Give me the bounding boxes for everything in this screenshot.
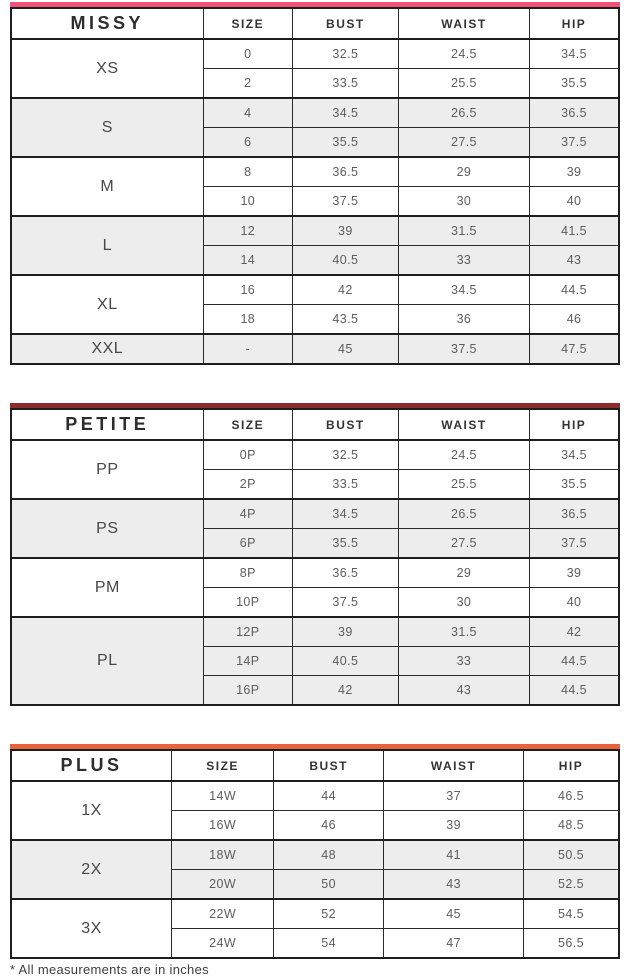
- bust-cell: 40.5: [293, 647, 399, 676]
- bust-cell: 43.5: [293, 305, 399, 335]
- size-cell: 10: [203, 187, 292, 217]
- waist-cell: 29: [398, 157, 529, 187]
- size-cell: -: [203, 334, 292, 364]
- waist-cell: 36: [398, 305, 529, 335]
- size-cell: 6P: [203, 529, 292, 559]
- group-label-l: L: [11, 216, 203, 275]
- group-label-ps: PS: [11, 499, 203, 558]
- size-cell: 14: [203, 246, 292, 276]
- bust-cell: 39: [293, 216, 399, 246]
- size-cell: 4P: [203, 499, 292, 529]
- bust-cell: 36.5: [293, 157, 399, 187]
- waist-cell: 37: [384, 781, 524, 811]
- hip-cell: 40: [530, 187, 619, 217]
- waist-cell: 27.5: [398, 529, 529, 559]
- hip-cell: 44.5: [530, 275, 619, 305]
- size-cell: 12P: [203, 617, 292, 647]
- column-header-size: SIZE: [203, 409, 292, 440]
- table-row: [11, 216, 619, 246]
- waist-cell: 37.5: [398, 334, 529, 364]
- size-cell: 14P: [203, 647, 292, 676]
- bust-cell: 48: [274, 840, 384, 870]
- hip-cell: 41.5: [530, 216, 619, 246]
- header-row: [11, 409, 619, 440]
- hip-cell: 46: [530, 305, 619, 335]
- waist-cell: 29: [398, 558, 529, 588]
- table-row: [11, 781, 619, 811]
- bust-cell: 37.5: [293, 187, 399, 217]
- size-cell: 24W: [172, 929, 274, 959]
- bust-cell: 35.5: [293, 529, 399, 559]
- waist-cell: 25.5: [398, 69, 529, 99]
- group-label-2x: 2X: [11, 840, 172, 899]
- size-cell: 2: [203, 69, 292, 99]
- size-cell: 20W: [172, 870, 274, 900]
- bust-cell: 40.5: [293, 246, 399, 276]
- hip-cell: 37.5: [530, 529, 619, 559]
- bust-cell: 44: [274, 781, 384, 811]
- group-label-pm: PM: [11, 558, 203, 617]
- waist-cell: 43: [384, 870, 524, 900]
- group-label-xxl: XXL: [11, 334, 203, 364]
- size-cell: 14W: [172, 781, 274, 811]
- hip-cell: 40: [530, 588, 619, 618]
- header-row: [11, 750, 619, 781]
- bust-cell: 34.5: [293, 98, 399, 128]
- size-cell: 4: [203, 98, 292, 128]
- table-title-missy: MISSY: [11, 8, 203, 39]
- size-cell: 18: [203, 305, 292, 335]
- size-table-missy: [10, 7, 620, 365]
- waist-cell: 34.5: [398, 275, 529, 305]
- hip-cell: 50.5: [524, 840, 619, 870]
- bust-cell: 33.5: [293, 69, 399, 99]
- waist-cell: 24.5: [398, 440, 529, 470]
- size-table-plus: [10, 749, 620, 959]
- size-cell: 16P: [203, 676, 292, 706]
- size-cell: 8: [203, 157, 292, 187]
- table-row: [11, 334, 619, 364]
- bust-cell: 50: [274, 870, 384, 900]
- group-label-xs: XS: [11, 39, 203, 98]
- size-cell: 2P: [203, 470, 292, 500]
- waist-cell: 31.5: [398, 617, 529, 647]
- size-table-section-petite: [10, 403, 620, 706]
- bust-cell: 32.5: [293, 39, 399, 69]
- waist-cell: 41: [384, 840, 524, 870]
- waist-cell: 26.5: [398, 98, 529, 128]
- size-cell: 22W: [172, 899, 274, 929]
- bust-cell: 54: [274, 929, 384, 959]
- bust-cell: 36.5: [293, 558, 399, 588]
- column-header-bust: BUST: [274, 750, 384, 781]
- column-header-size: SIZE: [172, 750, 274, 781]
- size-table-section-missy: [10, 2, 620, 365]
- hip-cell: 44.5: [530, 647, 619, 676]
- column-header-bust: BUST: [293, 8, 399, 39]
- waist-cell: 33: [398, 647, 529, 676]
- waist-cell: 25.5: [398, 470, 529, 500]
- group-label-s: S: [11, 98, 203, 157]
- table-row: [11, 39, 619, 69]
- size-cell: 18W: [172, 840, 274, 870]
- group-label-pp: PP: [11, 440, 203, 499]
- bust-cell: 45: [293, 334, 399, 364]
- waist-cell: 31.5: [398, 216, 529, 246]
- hip-cell: 56.5: [524, 929, 619, 959]
- bust-cell: 52: [274, 899, 384, 929]
- hip-cell: 36.5: [530, 499, 619, 529]
- size-cell: 16: [203, 275, 292, 305]
- size-cell: 0: [203, 39, 292, 69]
- hip-cell: 47.5: [530, 334, 619, 364]
- table-title-petite: PETITE: [11, 409, 203, 440]
- waist-cell: 39: [384, 811, 524, 841]
- size-table-section-plus: [10, 744, 620, 959]
- hip-cell: 35.5: [530, 470, 619, 500]
- column-header-hip: HIP: [530, 409, 619, 440]
- group-label-1x: 1X: [11, 781, 172, 840]
- bust-cell: 34.5: [293, 499, 399, 529]
- table-row: [11, 617, 619, 647]
- hip-cell: 34.5: [530, 39, 619, 69]
- group-label-m: M: [11, 157, 203, 216]
- waist-cell: 33: [398, 246, 529, 276]
- table-title-plus: PLUS: [11, 750, 172, 781]
- bust-cell: 37.5: [293, 588, 399, 618]
- table-row: [11, 558, 619, 588]
- footnote: * All measurements are in inches: [10, 962, 209, 977]
- bust-cell: 46: [274, 811, 384, 841]
- size-table-petite: [10, 408, 620, 706]
- column-header-bust: BUST: [293, 409, 399, 440]
- hip-cell: 52.5: [524, 870, 619, 900]
- bust-cell: 39: [293, 617, 399, 647]
- waist-cell: 43: [398, 676, 529, 706]
- table-row: [11, 499, 619, 529]
- hip-cell: 34.5: [530, 440, 619, 470]
- waist-cell: 47: [384, 929, 524, 959]
- group-label-pl: PL: [11, 617, 203, 705]
- column-header-waist: WAIST: [384, 750, 524, 781]
- waist-cell: 30: [398, 588, 529, 618]
- size-cell: 6: [203, 128, 292, 158]
- waist-cell: 30: [398, 187, 529, 217]
- size-cell: 8P: [203, 558, 292, 588]
- table-row: [11, 98, 619, 128]
- size-tables-container: [10, 2, 620, 959]
- hip-cell: 42: [530, 617, 619, 647]
- bust-cell: 42: [293, 275, 399, 305]
- hip-cell: 43: [530, 246, 619, 276]
- table-row: [11, 275, 619, 305]
- hip-cell: 35.5: [530, 69, 619, 99]
- hip-cell: 44.5: [530, 676, 619, 706]
- bust-cell: 33.5: [293, 470, 399, 500]
- hip-cell: 37.5: [530, 128, 619, 158]
- column-header-waist: WAIST: [398, 8, 529, 39]
- table-row: [11, 440, 619, 470]
- waist-cell: 26.5: [398, 499, 529, 529]
- size-cell: 16W: [172, 811, 274, 841]
- bust-cell: 42: [293, 676, 399, 706]
- waist-cell: 24.5: [398, 39, 529, 69]
- group-label-xl: XL: [11, 275, 203, 334]
- hip-cell: 48.5: [524, 811, 619, 841]
- hip-cell: 39: [530, 157, 619, 187]
- waist-cell: 27.5: [398, 128, 529, 158]
- header-row: [11, 8, 619, 39]
- size-cell: 12: [203, 216, 292, 246]
- hip-cell: 36.5: [530, 98, 619, 128]
- column-header-waist: WAIST: [398, 409, 529, 440]
- hip-cell: 46.5: [524, 781, 619, 811]
- column-header-hip: HIP: [524, 750, 619, 781]
- table-row: [11, 840, 619, 870]
- bust-cell: 35.5: [293, 128, 399, 158]
- table-row: [11, 899, 619, 929]
- waist-cell: 45: [384, 899, 524, 929]
- column-header-size: SIZE: [203, 8, 292, 39]
- table-row: [11, 157, 619, 187]
- hip-cell: 39: [530, 558, 619, 588]
- hip-cell: 54.5: [524, 899, 619, 929]
- group-label-3x: 3X: [11, 899, 172, 958]
- bust-cell: 32.5: [293, 440, 399, 470]
- size-cell: 0P: [203, 440, 292, 470]
- size-cell: 10P: [203, 588, 292, 618]
- column-header-hip: HIP: [530, 8, 619, 39]
